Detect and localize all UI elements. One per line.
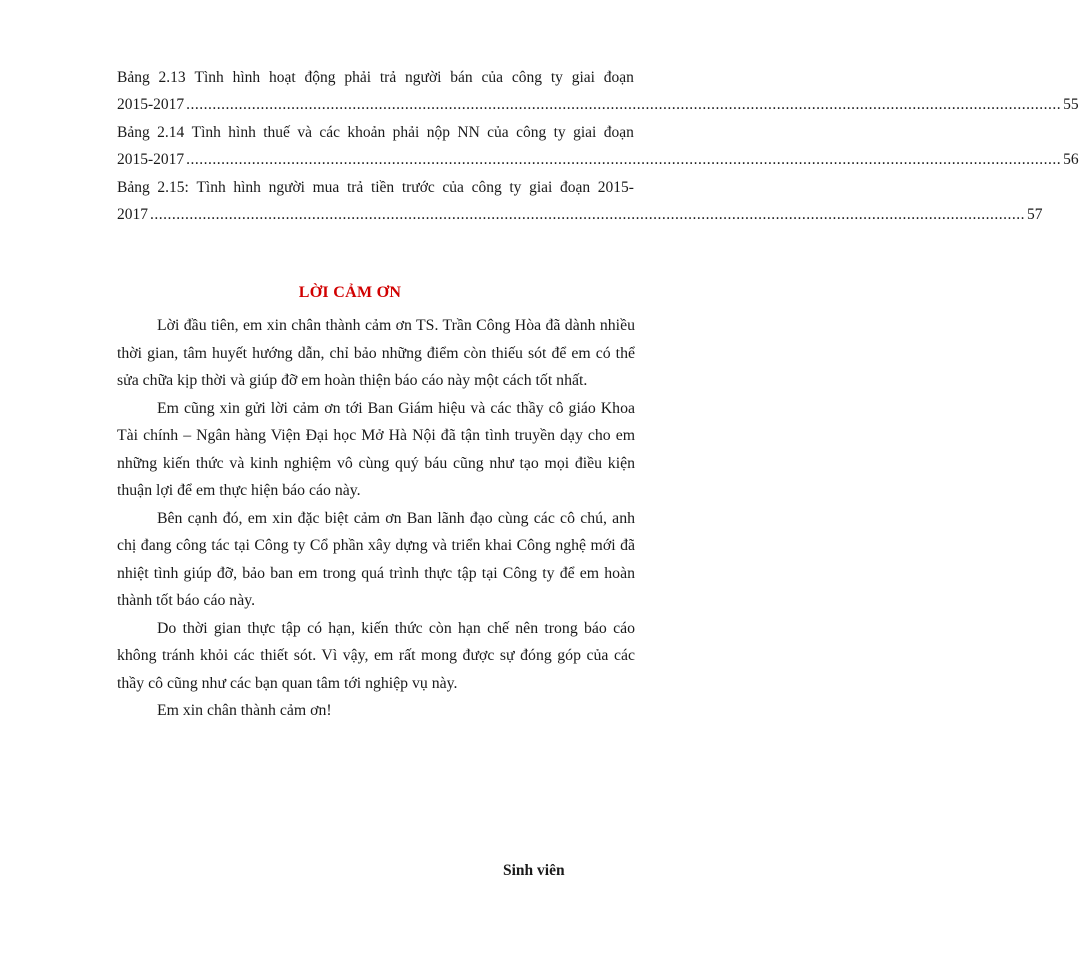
paragraph: Bên cạnh đó, em xin đặc biệt cảm ơn Ban lãnh đạo cùng các cô chú, anh chị đang công tác tại Công ty Cổ phần xây dựng và triển khai Công nghệ mới đã nhiệt tình giúp đỡ, bảo ban em trong quá trình thực tập tại Công ty để em hoàn thành tốt báo cáo này. bbox=[117, 509, 635, 609]
toc-word: trả bbox=[346, 179, 364, 196]
toc-word: 2015- bbox=[597, 179, 634, 196]
toc-word: phải bbox=[344, 69, 372, 86]
paragraph: Em cũng xin gửi lời cảm ơn tới Ban Giám hiệu và các thầy cô giáo Khoa Tài chính – Ngân hàng Viện Đại học Mở Hà Nội đã tận tình truyền dạy cho em những kiến thức và kinh nghiệm vô cùng quý báu cũng như tạo mọi điều kiện thuận lợi để em thực hiện báo cáo này. bbox=[117, 399, 635, 499]
toc-entry-title bbox=[117, 119, 634, 146]
toc-word: ty bbox=[553, 124, 566, 141]
toc-word: trả bbox=[379, 69, 397, 86]
toc-word: bán bbox=[450, 69, 473, 86]
toc-word: hoạt bbox=[269, 69, 296, 86]
toc-entry-continuation: 2017 bbox=[117, 206, 148, 223]
toc-word: ty bbox=[550, 69, 563, 86]
toc-word: nộp bbox=[426, 124, 450, 141]
toc-word: người bbox=[268, 179, 305, 196]
signature-label: Sinh viên bbox=[503, 862, 565, 879]
toc-word: của bbox=[481, 69, 504, 86]
toc-word: NN bbox=[457, 124, 480, 141]
dot-leader: ........................................................................................................................................................................................................ bbox=[186, 96, 1062, 113]
paragraph: Do thời gian thực tập có hạn, kiến thức còn hạn chế nên trong báo cáo không tránh khỏi các thiết sót. Vì vậy, em rất mong được sự đóng góp của các thầy cô cũng như các bạn quan tâm tới nghiệp vụ này. bbox=[117, 619, 635, 692]
paragraph: Lời đầu tiên, em xin chân thành cảm ơn TS. Trần Công Hòa đã dành nhiều thời gian, tâm huyết hướng dẫn, chỉ bảo những điểm còn thiếu sót để em có thể sửa chữa kịp thời và giúp đỡ em hoàn thiện báo cáo này một cách tốt nhất. bbox=[117, 317, 635, 389]
toc-word: các bbox=[319, 124, 340, 141]
toc-word: đoạn bbox=[603, 124, 634, 141]
toc-word: đoạn bbox=[603, 69, 634, 86]
toc-word: công bbox=[516, 124, 547, 141]
toc-entry[interactable] bbox=[117, 174, 1043, 228]
toc-word: ty bbox=[509, 179, 522, 196]
toc-entry-continuation: 2015-2017 bbox=[117, 151, 185, 168]
toc-word: trước bbox=[401, 179, 435, 196]
toc-word: Tình bbox=[194, 69, 224, 86]
toc-word: đoạn bbox=[559, 179, 591, 196]
toc-word: 2.14 bbox=[157, 124, 185, 141]
toc-word: của bbox=[442, 179, 464, 196]
toc-word: hình bbox=[228, 124, 256, 141]
toc-page-number: 55 bbox=[1063, 96, 1079, 113]
toc-word: tiền bbox=[370, 179, 395, 196]
toc-word: hình bbox=[233, 179, 261, 196]
toc-word: công bbox=[511, 69, 542, 86]
acknowledgement-body bbox=[117, 312, 635, 725]
toc-word: Bảng bbox=[117, 179, 150, 196]
toc-word: giai bbox=[529, 179, 553, 196]
toc-entry-title bbox=[117, 174, 634, 201]
toc-word: giai bbox=[573, 124, 597, 141]
toc-word: 2.13 bbox=[158, 69, 186, 86]
toc-word: và bbox=[297, 124, 312, 141]
toc-word: hình bbox=[232, 69, 261, 86]
toc-word: 2.15: bbox=[157, 179, 189, 196]
toc-word: Tình bbox=[191, 124, 221, 141]
toc-entry[interactable] bbox=[117, 119, 1079, 173]
toc-page-number: 56 bbox=[1063, 151, 1079, 168]
toc-word: giai bbox=[571, 69, 595, 86]
toc-entry-title bbox=[117, 64, 634, 91]
toc-word: phải bbox=[392, 124, 420, 141]
toc-word: của bbox=[487, 124, 509, 141]
toc-word: Tình bbox=[196, 179, 226, 196]
toc-page-number: 57 bbox=[1027, 206, 1043, 223]
toc-word: động bbox=[304, 69, 336, 86]
toc-word: khoản bbox=[347, 124, 386, 141]
dot-leader: ........................................................................................................................................................................................................ bbox=[186, 151, 1062, 168]
dot-leader: ........................................................................................................................................................................................................ bbox=[150, 206, 1025, 223]
paragraph: Em xin chân thành cảm ơn! bbox=[157, 702, 332, 719]
toc-word: thuế bbox=[263, 124, 290, 141]
toc-word: Bảng bbox=[117, 124, 150, 141]
toc-entry[interactable] bbox=[117, 64, 1079, 118]
toc-word: người bbox=[405, 69, 442, 86]
toc-entry-continuation: 2015-2017 bbox=[117, 96, 185, 113]
toc-word: Bảng bbox=[117, 69, 150, 86]
table-of-contents bbox=[117, 64, 1079, 229]
section-heading: LỜI CẢM ƠN bbox=[298, 284, 402, 301]
toc-word: mua bbox=[312, 179, 340, 196]
toc-word: công bbox=[471, 179, 502, 196]
